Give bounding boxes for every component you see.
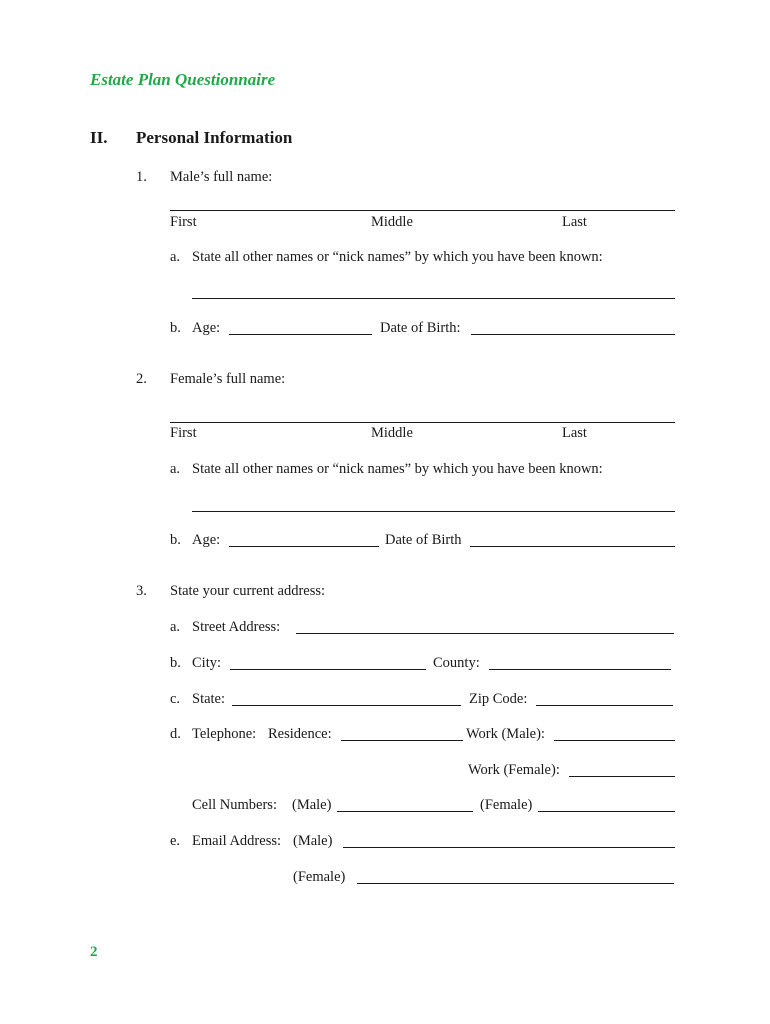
telephone-label: Telephone: — [192, 726, 257, 742]
male-age-line[interactable] — [229, 334, 372, 335]
male-dob-line[interactable] — [471, 334, 675, 335]
section-number: II. — [90, 128, 108, 147]
cell-male-label: (Male) — [292, 797, 332, 813]
male-first-caption: First — [170, 214, 197, 230]
female-age-line[interactable] — [229, 546, 379, 547]
work-female-label: Work (Female): — [468, 762, 560, 778]
q3-label: State your current address: — [170, 583, 326, 599]
work-female-phone-line[interactable] — [569, 776, 675, 777]
q2a-label: State all other names or “nick names” by which you have been known: — [192, 461, 603, 477]
female-last-caption: Last — [562, 425, 587, 441]
q2-number: 2. — [136, 371, 147, 387]
email-address-label: Email Address: — [192, 833, 282, 849]
q2a-letter: a. — [170, 461, 181, 477]
residence-phone-line[interactable] — [341, 740, 463, 741]
q1a-label: State all other names or “nick names” by which you have been known: — [192, 249, 603, 265]
male-full-name-line[interactable] — [170, 210, 675, 211]
page-number: 2 — [90, 944, 98, 960]
street-address-label: Street Address: — [192, 619, 281, 635]
female-middle-caption: Middle — [371, 425, 413, 441]
cell-numbers-label: Cell Numbers: — [192, 797, 277, 813]
male-last-caption: Last — [562, 214, 587, 230]
q3d-letter: d. — [170, 726, 181, 742]
residence-label: Residence: — [268, 726, 332, 742]
q1a-letter: a. — [170, 249, 181, 265]
q3b-letter: b. — [170, 655, 181, 671]
male-middle-caption: Middle — [371, 214, 413, 230]
work-male-phone-line[interactable] — [554, 740, 675, 741]
street-address-line[interactable] — [296, 633, 674, 634]
cell-male-line[interactable] — [337, 811, 473, 812]
cell-female-line[interactable] — [538, 811, 675, 812]
county-line[interactable] — [489, 669, 671, 670]
section-title: Personal Information — [136, 128, 293, 147]
q1-number: 1. — [136, 169, 147, 185]
email-male-label: (Male) — [293, 833, 333, 849]
female-dob-line[interactable] — [470, 546, 675, 547]
work-male-label: Work (Male): — [466, 726, 545, 742]
male-nicknames-line[interactable] — [192, 298, 675, 299]
email-female-label: (Female) — [293, 869, 346, 885]
female-age-label: Age: — [192, 532, 221, 548]
female-nicknames-line[interactable] — [192, 511, 675, 512]
zip-code-line[interactable] — [536, 705, 673, 706]
q2-label: Female’s full name: — [170, 371, 286, 387]
q3-number: 3. — [136, 583, 147, 599]
email-female-line[interactable] — [357, 883, 674, 884]
city-label: City: — [192, 655, 222, 671]
male-dob-label: Date of Birth: — [380, 320, 461, 336]
state-label: State: — [192, 691, 226, 707]
email-male-line[interactable] — [343, 847, 675, 848]
q3c-letter: c. — [170, 691, 181, 707]
q1b-letter: b. — [170, 320, 181, 336]
male-age-label: Age: — [192, 320, 221, 336]
city-line[interactable] — [230, 669, 426, 670]
q2b-letter: b. — [170, 532, 181, 548]
q1-label: Male’s full name: — [170, 169, 273, 185]
female-dob-label: Date of Birth — [385, 532, 462, 548]
cell-female-label: (Female) — [480, 797, 533, 813]
female-full-name-line[interactable] — [170, 422, 675, 423]
document-title: Estate Plan Questionnaire — [90, 70, 276, 89]
q3a-letter: a. — [170, 619, 181, 635]
q3e-letter: e. — [170, 833, 181, 849]
state-line[interactable] — [232, 705, 461, 706]
county-label: County: — [433, 655, 480, 671]
zip-code-label: Zip Code: — [469, 691, 528, 707]
female-first-caption: First — [170, 425, 197, 441]
